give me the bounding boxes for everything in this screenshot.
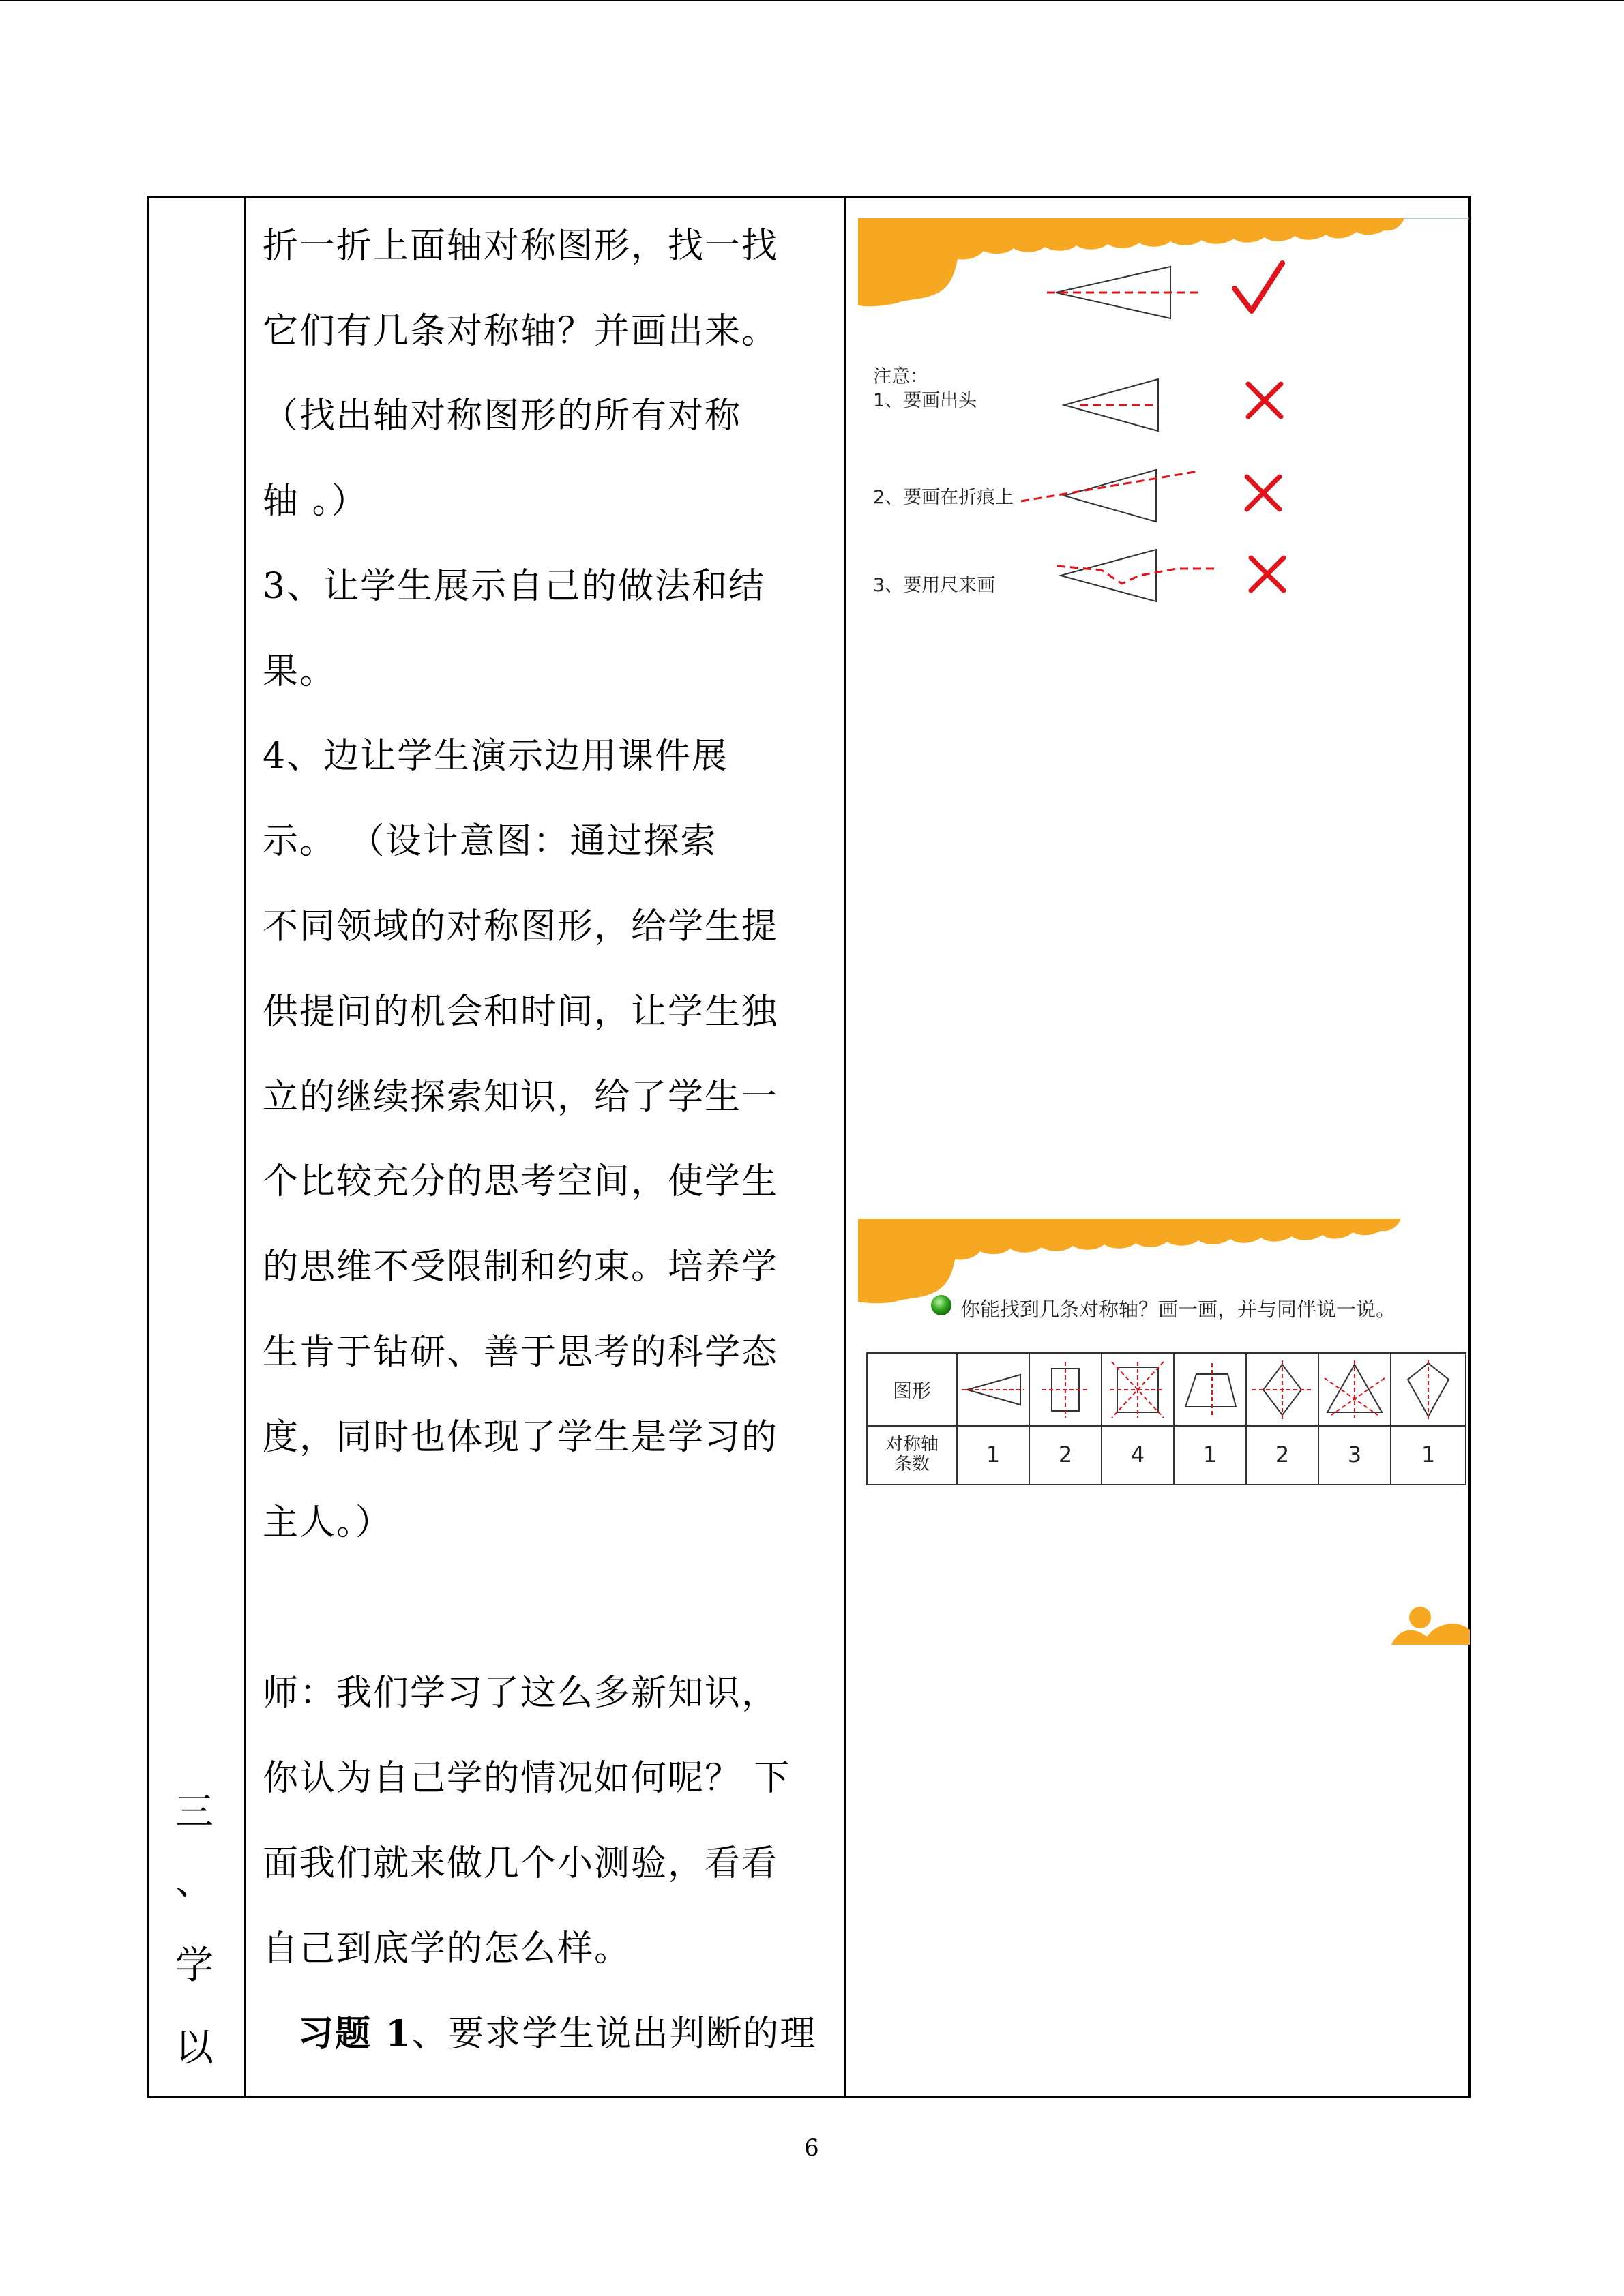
equilateral-triangle-icon — [1322, 1359, 1387, 1420]
exercise-label: 习题 1 — [298, 2013, 412, 2055]
table-col-divider-1 — [244, 198, 246, 2096]
wrong-axis-example-3 — [1054, 546, 1217, 607]
stage-char-2: 、 — [175, 1860, 213, 1904]
cross-icon — [1243, 473, 1284, 513]
axis-count: 1 — [1421, 1442, 1436, 1467]
trapezoid-icon — [1177, 1359, 1243, 1420]
paragraph-line: 它们有几条对称轴？并画出来。 — [263, 311, 779, 352]
paragraph-line: 主人。） — [263, 1502, 393, 1543]
orange-cloud-banner — [858, 1219, 1401, 1303]
stage-heading — [147, 1787, 242, 2100]
table-col-divider-2 — [844, 198, 846, 2096]
triangle-icon — [1064, 470, 1156, 522]
rule-1: 1、要画出头 — [873, 390, 977, 411]
wrong-axis-example-1 — [1061, 374, 1163, 435]
row-label-count-line1: 对称轴 — [885, 1434, 939, 1455]
stage-char-3: 学 — [175, 1943, 213, 1988]
shape-cell-triangle — [958, 1354, 1030, 1425]
wrong-axis-example-2 — [1020, 466, 1204, 527]
exercise-line — [263, 2005, 842, 2056]
row-label-count — [868, 1425, 958, 1484]
page-number: 6 — [804, 2134, 819, 2162]
paragraph-line: 师：我们学习了这么多新知识， — [263, 1673, 779, 1714]
shape-cell-equilateral-triangle — [1319, 1354, 1391, 1425]
cross-icon — [1247, 554, 1288, 595]
paragraph-line: 轴 。） — [263, 481, 368, 522]
paragraph-line: 的思维不受限制和约束。培养学 — [263, 1247, 779, 1287]
correct-axis-example — [1044, 263, 1207, 324]
shape-cell-square — [1102, 1354, 1175, 1425]
rule-3: 3、要用尺来画 — [873, 575, 996, 596]
paragraph-line: 示。 （设计意图：通过探索 — [263, 821, 718, 862]
paragraph-line: 面我们就来做几个小测验，看看 — [263, 1843, 779, 1884]
check-mark-icon — [1231, 258, 1286, 319]
paragraph-line: 度，同时也体现了学生是学习的 — [263, 1417, 779, 1458]
rule-2: 2、要画在折痕上 — [873, 487, 1014, 508]
axis-count: 4 — [1102, 1425, 1175, 1484]
cross-icon — [1244, 380, 1285, 421]
axis-count-table — [866, 1352, 1466, 1485]
row-label-count-line2: 条数 — [894, 1454, 930, 1474]
kite-icon — [1396, 1359, 1461, 1420]
axis-line — [1021, 471, 1198, 501]
rhombus-icon — [1250, 1359, 1315, 1420]
row-label-shape: 图形 — [868, 1354, 958, 1425]
paragraph-line: 自己到底学的怎么样。 — [263, 1928, 632, 1969]
paragraph-line: 不同领域的对称图形，给学生提 — [263, 906, 779, 947]
stage-char-1: 三 — [175, 1790, 213, 1834]
shape-cell-rhombus — [1247, 1354, 1319, 1425]
square-icon — [1105, 1359, 1170, 1420]
paragraph-line: 3、让学生展示自己的做法和结 — [263, 566, 766, 607]
green-bullet-icon — [930, 1294, 953, 1317]
triangle-icon — [960, 1369, 1026, 1410]
axis-count: 3 — [1319, 1425, 1391, 1484]
paragraph-line: 立的继续探索知识，给了学生一 — [263, 1077, 779, 1118]
page-top-rule — [0, 0, 1624, 1]
axis-count: 2 — [1247, 1425, 1319, 1484]
paragraph-line: 你认为自己学的情况如何呢？ 下 — [263, 1758, 791, 1799]
shape-cell-trapezoid — [1175, 1354, 1247, 1425]
paragraph-line: 4、边让学生演示边用课件展 — [263, 736, 729, 777]
orange-mascot-decoration — [1391, 1602, 1470, 1647]
note-title: 注意： — [873, 366, 928, 387]
stage-char-4: 以 — [175, 2026, 213, 2070]
rectangle-icon — [1033, 1359, 1098, 1420]
paragraph-line: 生肯于钻研、善于思考的科学态 — [263, 1332, 779, 1373]
shape-cell-rectangle — [1030, 1354, 1102, 1425]
paragraph-line: （找出轴对称图形的所有对称 — [263, 396, 742, 436]
paragraph-line: 果。 — [263, 651, 337, 692]
axis-count: 2 — [1030, 1425, 1102, 1484]
exercise-text: 、要求学生说出判断的理 — [411, 2014, 817, 2055]
paragraph-line: 个比较充分的思考空间，使学生 — [263, 1161, 779, 1202]
shape-cell-kite — [1391, 1354, 1465, 1425]
axis-count: 1 — [1175, 1425, 1247, 1484]
paragraph-line: 供提问的机会和时间，让学生独 — [263, 992, 779, 1032]
slide-2-decoration — [855, 1216, 1469, 1304]
axis-count: 1 — [958, 1425, 1030, 1484]
slide-2-prompt: 你能找到几条对称轴？画一画，并与同伴说一说。 — [960, 1298, 1396, 1321]
paragraph-line: 折一折上面轴对称图形，找一找 — [263, 226, 779, 267]
